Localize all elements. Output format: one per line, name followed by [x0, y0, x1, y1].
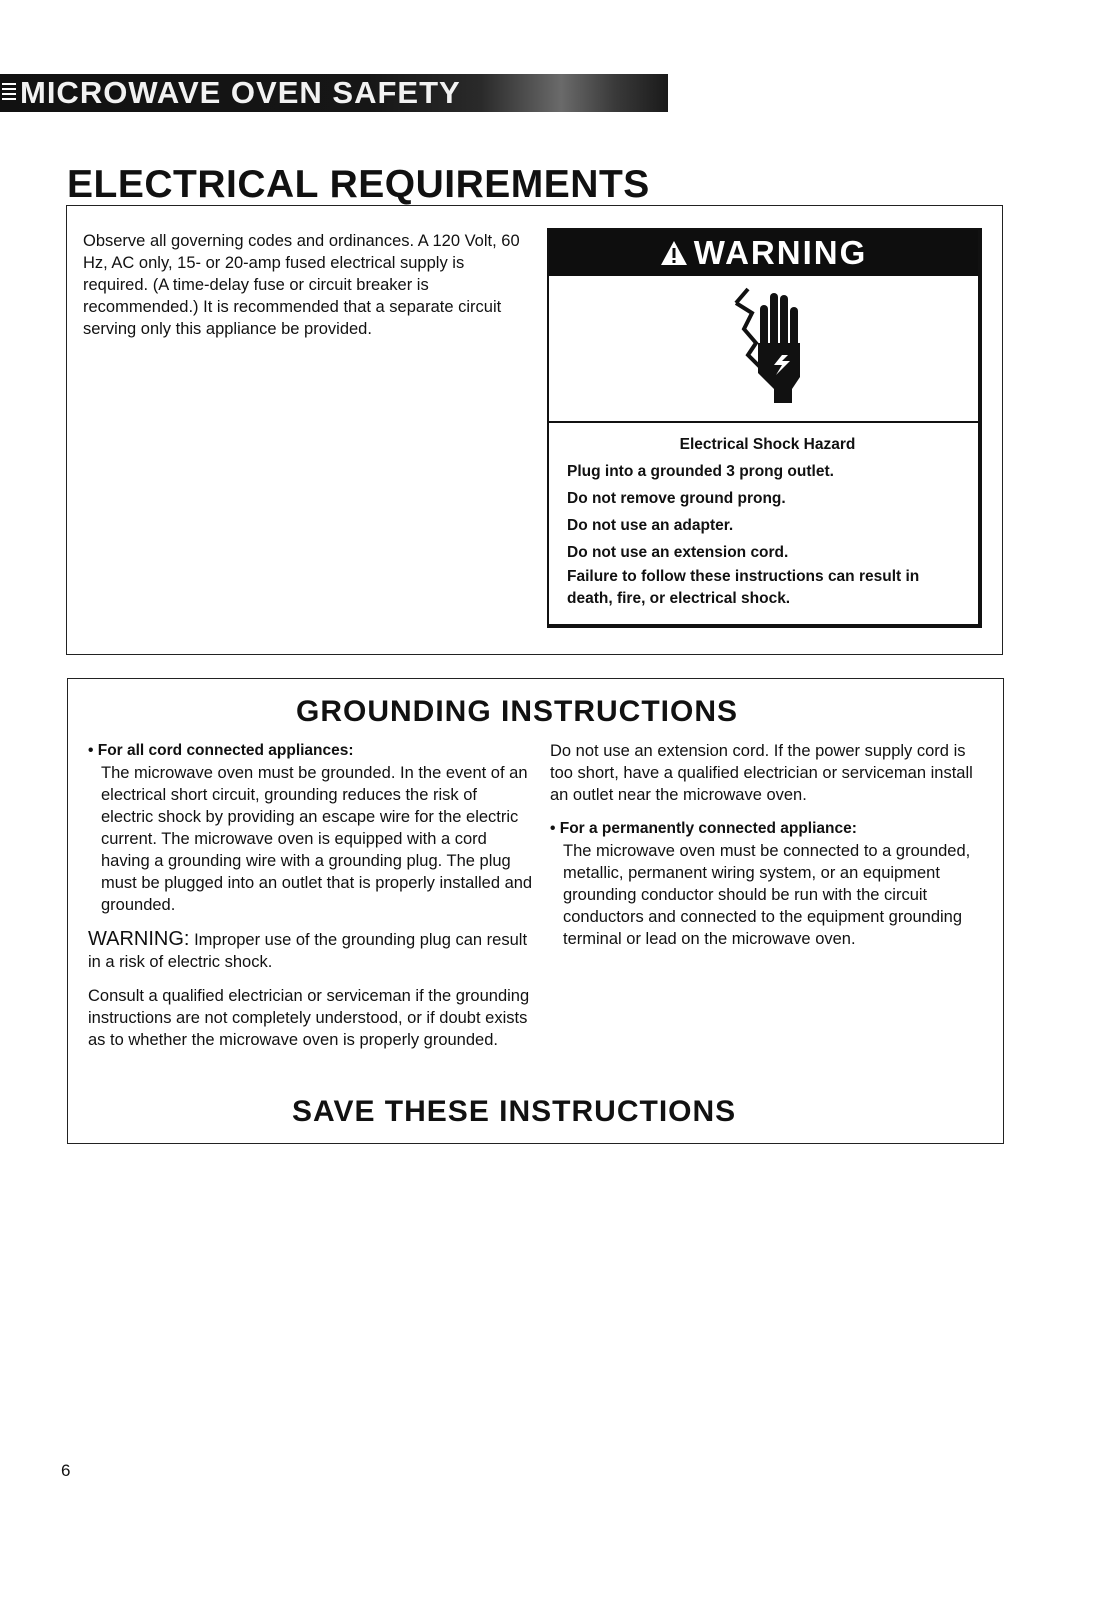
section-banner-text: MICROWAVE OVEN SAFETY	[20, 75, 461, 110]
grounding-warning-text: Improper use of the grounding plug can result in a risk of electric shock.	[88, 931, 528, 971]
warning-line: Do not use an extension cord.	[567, 544, 789, 561]
cord-connected-body: The microwave oven must be grounded. In the event of an electrical short circuit, grounding reduces the risk of electric shock by providing an escape wire for the electric current. The microwave oven is equipped with a cord having a grounding wire with a grounding plug. The plug must be plugged into an outlet that is properly installed and grounded.	[101, 764, 533, 914]
permanently-connected-body: The microwave oven must be connected to a grounded, metallic, permanent wiring system, or an equipment grounding conductor should be run with the circuit conductors and connected to the equipment grounding terminal or lead on the microwave oven.	[563, 842, 971, 948]
grounding-warning-label: WARNING:	[88, 928, 190, 950]
grounding-warning	[88, 928, 533, 973]
banner-rule-lines	[2, 83, 16, 103]
warning-triangle-icon	[660, 240, 688, 266]
page-number: 6	[61, 1461, 71, 1480]
hazard-title: Electrical Shock Hazard	[679, 436, 856, 453]
warning-consequence: Failure to follow these instructions can result in death, fire, or electrical shock.	[567, 568, 920, 607]
grounding-right-column	[550, 740, 980, 962]
section-banner	[0, 74, 668, 112]
grounding-left-column	[88, 740, 533, 1063]
extension-cord-text: Do not use an extension cord. If the power supply cord is too short, have a qualified electrician or serviceman install an outlet near the microwave oven.	[550, 742, 973, 804]
cord-connected-heading: • For all cord connected appliances:	[88, 742, 354, 759]
warning-heading: WARNING	[693, 234, 868, 271]
consult-electrician-text: Consult a qualified electrician or serviceman if the grounding instructions are not completely understood, or if doubt exists as to whether the microwave oven is properly grounded.	[88, 987, 530, 1049]
warning-line: Do not remove ground prong.	[567, 490, 786, 507]
grounding-title: GROUNDING INSTRUCTIONS	[296, 695, 738, 728]
warning-box	[547, 228, 982, 628]
warning-line: Plug into a grounded 3 prong outlet.	[567, 463, 834, 480]
warning-divider	[549, 421, 978, 423]
warning-text-block	[567, 431, 968, 610]
page-title: ELECTRICAL REQUIREMENTS	[67, 163, 650, 206]
electric-shock-hand-icon	[734, 285, 804, 405]
electrical-intro-text: Observe all governing codes and ordinances. A 120 Volt, 60 Hz, AC only, 15- or 20-amp fused electrical supply is required. (A time-delay fuse or circuit breaker is recommended.) It is recommended that a separate circuit serving only this appliance be provided.	[83, 232, 520, 338]
save-instructions-title: SAVE THESE INSTRUCTIONS	[292, 1095, 737, 1128]
warning-line: Do not use an adapter.	[567, 517, 734, 534]
permanently-connected-heading: • For a permanently connected appliance:	[550, 820, 857, 837]
warning-header	[549, 230, 978, 276]
